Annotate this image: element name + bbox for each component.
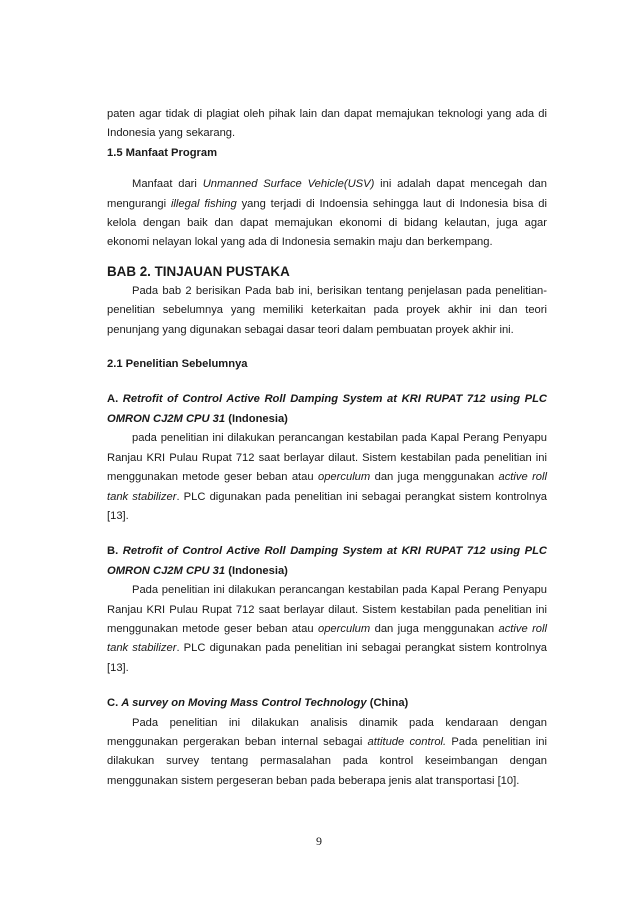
document-page <box>107 105 547 791</box>
entry-a-text-3: . PLC digunakan pada penelitian ini sebagai perangkat sistem kontrolnya [13]. <box>107 490 548 522</box>
entry-a-text-1: pada penelitian ini dilakukan perancangan kestabilan pada Kapal Perang Penyapu Ranjau KRI Pulau Rupat 712 saat berlayar dilaut. Sistem kestabilan pada penelitian ini menggunakan metode geser beban atau <box>107 432 547 484</box>
manfaat-emphasis-illegal-fishing: illegal fishing <box>170 197 237 210</box>
entry-b-title <box>107 542 547 581</box>
manfaat-heading: 1.5 Manfaat Program <box>107 146 218 159</box>
page-number: 9 <box>316 834 322 848</box>
entry-c-emphasis-1: attitude control. <box>367 735 447 748</box>
entry-c-country: (China) <box>369 697 409 710</box>
entry-c-letter: C. <box>107 697 119 710</box>
chapter-intro: Pada bab 2 berisikan Pada bab ini, berisikan tentang penjelasan pada penelitian-penelitian sebelumnya yang memiliki keterkaitan pada proyek akhir ini dan teori penunjang yang digunakan sebagai dasar teori dalam pembuatan proyek akhir ini. <box>107 284 547 336</box>
entry-a-title-text: Retrofit of Control Active Roll Damping System at KRI RUPAT 712 using PLC OMRON CJ2M CPU 31 <box>107 393 548 425</box>
entry-b-text-3: . PLC digunakan pada penelitian ini sebagai perangkat sistem kontrolnya [13]. <box>107 642 548 674</box>
entry-c-text-2: Pada penelitian ini dilakukan survey tentang permasalahan pada kontrol keseimbangan dengan menggunakan sistem pergeseran beban pada beberapa jenis alat transportasi [10]. <box>107 735 548 787</box>
entry-a-text-2: dan juga menggunakan <box>370 471 499 484</box>
manfaat-text-2: ini adalah dapat mencegah dan mengurangi <box>107 178 548 210</box>
entry-b-body <box>107 581 547 678</box>
entry-b-text-2: dan juga menggunakan <box>370 622 499 635</box>
entry-b-country: (Indonesia) <box>228 564 288 577</box>
entry-a-emphasis-1: operculum <box>317 471 371 484</box>
entry-c-text-1: Pada penelitian ini dilakukan analisis dinamik pada kendaraan dengan menggunakan pergerakan beban internal sebagai <box>107 716 547 748</box>
entry-b-emphasis-1: operculum <box>317 622 371 635</box>
manfaat-paragraph <box>107 175 547 253</box>
entry-a-letter: A. <box>107 393 119 406</box>
entry-c-title <box>107 694 547 713</box>
entry-b-text-1: Pada penelitian ini dilakukan perancangan kestabilan pada Kapal Perang Penyapu Ranjau KRI Pulau Rupat 712 saat berlayar dilaut. Sistem kestabilan pada penelitian ini menggunakan metode geser beban atau <box>107 584 547 635</box>
entry-b-letter: B. <box>107 545 119 558</box>
manfaat-text-3: yang terjadi di Indoensia sehingga laut di Indonesia bisa di kelola dengan baik dan dapat memajukan ekonomi di bidang kelautan, juga agar ekonomi nelayan lokal yang ada di Indonesia semakin maju dan berkempang. <box>107 197 547 249</box>
entry-a-emphasis-2: active roll tank stabilizer <box>107 471 547 503</box>
chapter-heading: BAB 2. TINJAUAN PUSTAKA <box>107 263 290 279</box>
manfaat-emphasis-usv: Unmanned Surface Vehicle(USV) <box>202 178 375 191</box>
entry-a-country: (Indonesia) <box>228 412 288 425</box>
section-heading-2-1: 2.1 Penelitian Sebelumnya <box>107 358 248 371</box>
entry-a-title <box>107 390 547 429</box>
entry-c-body <box>107 714 547 792</box>
entry-a-body <box>107 429 547 526</box>
entry-b-emphasis-2: active roll tank stabilizer <box>107 622 547 655</box>
entry-c-title-text: A survey on Moving Mass Control Technology <box>121 697 367 710</box>
manfaat-text-1: Manfaat dari <box>132 178 203 191</box>
intro-paragraph: paten agar tidak di plagiat oleh pihak lain dan dapat memajukan teknologi yang ada di Indonesia yang sekarang. <box>107 108 547 140</box>
entry-b-title-text: Retrofit of Control Active Roll Damping System at KRI RUPAT 712 using PLC OMRON CJ2M CPU 31 <box>107 545 548 577</box>
